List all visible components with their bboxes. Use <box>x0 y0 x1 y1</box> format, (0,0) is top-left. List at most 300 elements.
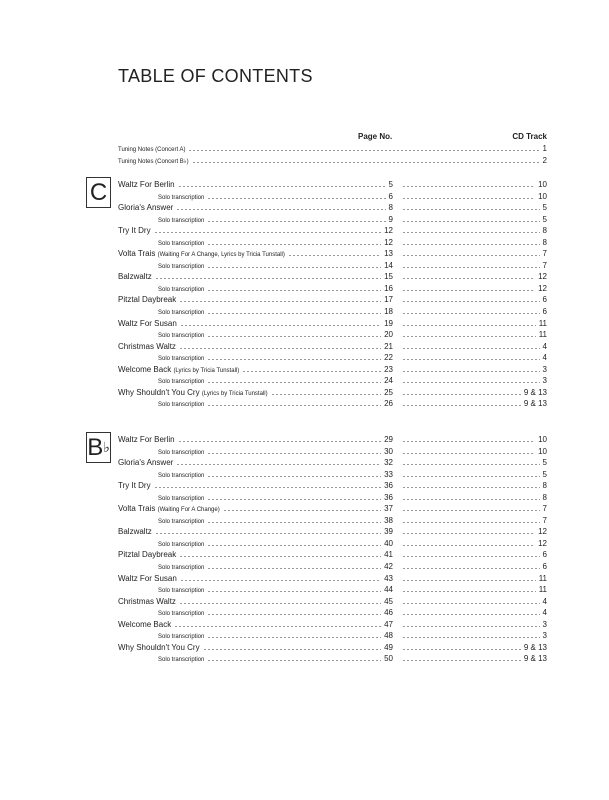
dot-leader <box>207 214 385 222</box>
page-number: 12 <box>384 237 393 247</box>
dot-leader <box>402 191 535 199</box>
entry-name: Solo transcription <box>158 356 205 363</box>
dot-leader <box>402 480 540 488</box>
entry-title <box>118 549 176 561</box>
dot-leader <box>179 549 381 557</box>
toc-entry <box>118 225 547 237</box>
cd-track: 4 <box>542 608 547 618</box>
cd-track: 11 <box>538 585 547 595</box>
track-column <box>393 306 547 318</box>
track-column <box>393 364 547 376</box>
page-number: 39 <box>384 527 393 537</box>
page-no-header: Page No. <box>358 132 393 141</box>
track-column <box>393 446 547 458</box>
entry-title <box>118 225 151 237</box>
dot-leader <box>402 329 536 337</box>
entry-name: Welcome Back <box>118 619 172 629</box>
entry-title <box>118 457 173 469</box>
page-column <box>118 596 393 608</box>
section-c-list <box>118 179 547 410</box>
dot-leader <box>402 398 521 406</box>
cd-track: 4 <box>542 353 547 363</box>
page-column <box>118 549 393 561</box>
page-number: 20 <box>384 330 393 340</box>
track-column <box>393 271 547 283</box>
dot-leader <box>402 538 535 546</box>
page-number: 41 <box>384 550 393 560</box>
dot-leader <box>402 318 536 326</box>
dot-leader <box>203 642 382 650</box>
track-column <box>393 480 547 492</box>
page-number: 8 <box>388 203 393 213</box>
entry-title <box>118 179 175 191</box>
page-column <box>118 526 393 538</box>
cd-track: 7 <box>542 515 547 525</box>
page-number: 6 <box>388 191 393 201</box>
track-column <box>393 260 547 272</box>
dot-leader <box>207 283 381 291</box>
page-number: 50 <box>384 654 393 664</box>
toc-subentry <box>118 214 547 226</box>
page-number: 5 <box>388 180 393 189</box>
cd-track: 8 <box>542 226 547 236</box>
page-column <box>118 573 393 585</box>
track-column <box>393 630 547 642</box>
cd-track: 4 <box>542 596 547 606</box>
tuning-notes-list <box>118 143 547 166</box>
dot-leader <box>402 446 535 454</box>
dot-leader <box>207 607 381 615</box>
entry-subtitle: (Lyrics by Tricia Tunstall) <box>173 367 240 374</box>
entry-name: Volta Trais <box>118 504 156 514</box>
page-number: 9 <box>388 214 393 224</box>
cd-track: 3 <box>542 619 547 629</box>
cd-track: 3 <box>542 631 547 641</box>
entry-title: Tuning Notes (Concert B♭) <box>118 158 189 165</box>
dot-leader <box>207 584 381 592</box>
dot-leader <box>402 630 540 638</box>
entry-name: Solo transcription <box>158 565 205 572</box>
cd-track: 10 <box>538 191 547 201</box>
dot-leader <box>207 375 381 383</box>
dot-leader <box>271 387 381 395</box>
toc-entry <box>118 619 547 631</box>
cd-track: 9 & 13 <box>523 642 547 652</box>
toc-subentry <box>118 352 547 364</box>
page-number: 19 <box>384 318 393 328</box>
track-column <box>393 283 547 295</box>
dot-leader <box>178 179 386 187</box>
cd-track: 6 <box>542 562 547 572</box>
entry-name: Christmas Waltz <box>118 341 176 351</box>
entry-name: Balzwaltz <box>118 527 152 537</box>
page-number: 37 <box>384 504 393 514</box>
entry-name: Solo transcription <box>158 310 205 317</box>
track-column <box>393 526 547 538</box>
track-column <box>393 573 547 585</box>
dot-leader <box>402 561 540 569</box>
track-column <box>393 202 547 214</box>
entry-name: Solo transcription <box>158 472 205 479</box>
page-number: 18 <box>384 307 393 317</box>
toc-entry <box>118 457 547 469</box>
dot-leader <box>179 294 381 302</box>
toc-entry <box>118 503 547 515</box>
entry-subtitle: (Lyrics by Tricia Tunstall) <box>201 390 268 397</box>
track-column <box>393 387 547 399</box>
track-column <box>393 341 547 353</box>
toc-subentry <box>118 398 547 410</box>
cd-track: 12 <box>538 538 547 548</box>
toc-subentry <box>118 469 547 481</box>
flat-symbol: ♭ <box>103 439 110 455</box>
dot-leader <box>188 143 539 151</box>
toc-entry <box>118 271 547 283</box>
cd-track: 7 <box>542 504 547 514</box>
page-number: 46 <box>384 608 393 618</box>
cd-track: 5 <box>542 469 547 479</box>
toc-entry <box>118 642 547 654</box>
entry-title <box>118 294 176 306</box>
page-number: 24 <box>384 376 393 386</box>
dot-leader <box>179 596 381 604</box>
dot-leader <box>207 306 381 314</box>
cd-track: 5 <box>542 458 547 468</box>
dot-leader <box>207 446 381 454</box>
page-number: 33 <box>384 469 393 479</box>
dot-leader <box>178 434 381 442</box>
dot-leader <box>207 398 381 406</box>
toc-subentry <box>118 584 547 596</box>
dot-leader <box>180 318 381 326</box>
page-column <box>118 225 393 237</box>
dot-leader <box>402 375 540 383</box>
entry-name: Pitztal Daybreak <box>118 295 177 305</box>
page-number: 44 <box>384 585 393 595</box>
page-title: TABLE OF CONTENTS <box>118 66 313 86</box>
dot-leader <box>154 480 382 488</box>
page-column <box>118 398 393 412</box>
entry-title: Tuning Notes (Concert A) <box>118 147 186 153</box>
entry-title <box>118 318 177 330</box>
toc-entry <box>118 155 547 167</box>
track-column <box>393 561 547 573</box>
page-number: 30 <box>384 446 393 456</box>
dot-leader <box>402 306 540 314</box>
dot-leader <box>402 469 540 477</box>
dot-leader <box>155 271 381 279</box>
cd-track: 6 <box>542 550 547 560</box>
track-column <box>393 179 547 191</box>
track-column <box>393 584 547 596</box>
track-column <box>393 248 547 260</box>
cd-track: 11 <box>538 573 547 583</box>
dot-leader <box>207 630 381 638</box>
cd-track: 6 <box>542 307 547 317</box>
dot-leader <box>207 352 381 360</box>
page-number: 42 <box>384 562 393 572</box>
page-column <box>118 642 393 654</box>
page-number: 49 <box>384 642 393 652</box>
page-number: 40 <box>384 538 393 548</box>
dot-leader <box>402 492 540 500</box>
entry-name: Solo transcription <box>158 402 205 409</box>
dot-leader <box>402 503 540 511</box>
entry-title <box>118 400 204 412</box>
dot-leader <box>402 515 540 523</box>
entry-name: Solo transcription <box>158 217 205 224</box>
track-column <box>393 619 547 631</box>
cd-track: 12 <box>538 527 547 537</box>
page-number: 12 <box>384 226 393 236</box>
page-column <box>118 619 393 631</box>
dot-leader <box>207 653 381 661</box>
entry-name: Solo transcription <box>158 240 205 247</box>
entry-name: Solo transcription <box>158 518 205 525</box>
dot-leader <box>402 214 540 222</box>
page-column <box>118 653 393 667</box>
entry-name: Solo transcription <box>158 588 205 595</box>
key-label: C <box>89 179 108 206</box>
entry-title <box>118 655 204 667</box>
toc-subentry <box>118 607 547 619</box>
dot-leader <box>242 364 381 372</box>
page-number: 21 <box>384 341 393 351</box>
dot-leader <box>402 434 535 442</box>
cd-track: 10 <box>538 180 547 189</box>
entry-name: Pitztal Daybreak <box>118 550 177 560</box>
dot-leader <box>402 271 535 279</box>
page-number: 23 <box>384 364 393 374</box>
cd-track: 12 <box>538 283 547 293</box>
entry-title <box>118 341 176 353</box>
page-column <box>118 179 393 191</box>
page-number: 29 <box>384 435 393 444</box>
entry-title <box>118 573 177 585</box>
cd-track: 11 <box>538 318 547 328</box>
page-number: 14 <box>384 260 393 270</box>
track-column <box>393 434 547 446</box>
entry-name: Solo transcription <box>158 379 205 386</box>
entry-name: Waltz For Susan <box>118 573 177 583</box>
entry-name: Waltz For Berlin <box>118 435 175 444</box>
toc-subentry <box>118 329 547 341</box>
page-number: 32 <box>384 458 393 468</box>
cd-track: 8 <box>542 492 547 502</box>
entry-name: Solo transcription <box>158 286 205 293</box>
cd-track: 5 <box>542 214 547 224</box>
track-column <box>393 237 547 249</box>
page-number: 16 <box>384 283 393 293</box>
track-column <box>393 294 547 306</box>
page-number: 38 <box>384 515 393 525</box>
dot-leader <box>207 329 381 337</box>
track-column <box>393 318 547 330</box>
key-label: B <box>87 434 104 461</box>
page-number: 36 <box>384 481 393 491</box>
entry-subtitle: (Waiting For A Change, Lyrics by Tricia Tunstall) <box>157 252 285 259</box>
cd-track: 12 <box>538 272 547 282</box>
track-column <box>393 607 547 619</box>
cd-track: 7 <box>542 249 547 259</box>
cd-track: 9 & 13 <box>523 387 547 397</box>
toc-entry <box>118 179 547 191</box>
cd-track: 11 <box>538 330 547 340</box>
page-number: 47 <box>384 619 393 629</box>
entry-name: Try It Dry <box>118 481 151 491</box>
cd-track: 1 <box>542 144 547 153</box>
page-number: 13 <box>384 249 393 259</box>
entry-name: Balzwaltz <box>118 272 152 282</box>
page-number: 26 <box>384 399 393 409</box>
cd-track: 5 <box>542 203 547 213</box>
track-column <box>393 642 547 654</box>
dot-leader <box>402 584 536 592</box>
entry-name: Why Shouldn't You Cry <box>118 642 200 652</box>
cd-track: 6 <box>542 295 547 305</box>
page-number: 48 <box>384 631 393 641</box>
dot-leader <box>176 202 385 210</box>
toc-entry <box>118 294 547 306</box>
section-bflat-list <box>118 434 547 665</box>
entry-name: Gloria's Answer <box>118 203 174 213</box>
dot-leader <box>155 526 381 534</box>
toc-subentry <box>118 561 547 573</box>
cd-track-header: CD Track <box>512 132 547 141</box>
entry-name: Christmas Waltz <box>118 596 176 606</box>
page-number: 43 <box>384 573 393 583</box>
entry-name: Why Shouldn't You Cry <box>118 387 200 397</box>
page-number: 17 <box>384 295 393 305</box>
track-column <box>393 549 547 561</box>
page-number: 36 <box>384 492 393 502</box>
track-column <box>393 457 547 469</box>
dot-leader <box>154 225 382 233</box>
toc-entry <box>118 143 547 155</box>
dot-leader <box>179 341 381 349</box>
toc-entry <box>118 549 547 561</box>
entry-name: Solo transcription <box>158 657 205 664</box>
dot-leader <box>402 202 540 210</box>
dot-leader <box>402 225 540 233</box>
dot-leader <box>402 364 540 372</box>
entry-name: Solo transcription <box>158 495 205 502</box>
cd-track: 8 <box>542 237 547 247</box>
track-column <box>393 329 547 341</box>
track-column <box>393 515 547 527</box>
entry-name: Solo transcription <box>158 449 205 456</box>
toc-subentry <box>118 375 547 387</box>
entry-name: Solo transcription <box>158 611 205 618</box>
dot-leader <box>223 503 381 511</box>
entry-name: Solo transcription <box>158 333 205 340</box>
toc-subentry <box>118 492 547 504</box>
entry-name: Solo transcription <box>158 263 205 270</box>
dot-leader <box>207 260 381 268</box>
entry-name: Waltz For Berlin <box>118 180 175 189</box>
toc-entry <box>118 387 547 399</box>
toc-entry <box>118 248 547 260</box>
toc-entry <box>118 526 547 538</box>
dot-leader <box>402 294 540 302</box>
toc-entry <box>118 434 547 446</box>
dot-leader <box>180 573 381 581</box>
track-column <box>393 596 547 608</box>
dot-leader <box>176 457 381 465</box>
dot-leader <box>192 155 540 163</box>
cd-track: 2 <box>542 155 547 165</box>
dot-leader <box>402 526 535 534</box>
page-column <box>118 434 393 446</box>
toc-subentry <box>118 237 547 249</box>
cd-track: 7 <box>542 260 547 270</box>
dot-leader <box>402 653 521 661</box>
cd-track: 4 <box>542 341 547 351</box>
toc-subentry <box>118 260 547 272</box>
dot-leader <box>402 596 540 604</box>
cd-track: 8 <box>542 481 547 491</box>
entry-name: Volta Trais <box>118 249 156 259</box>
page-column <box>118 271 393 283</box>
dot-leader <box>402 352 540 360</box>
toc-subentry <box>118 515 547 527</box>
cd-track: 9 & 13 <box>523 399 547 409</box>
dot-leader <box>402 549 540 557</box>
track-column <box>393 653 547 665</box>
track-column <box>393 538 547 550</box>
toc-subentry <box>118 630 547 642</box>
page-column <box>118 341 393 353</box>
track-column <box>393 469 547 481</box>
page-column <box>118 457 393 469</box>
toc-entry <box>118 364 547 376</box>
dot-leader <box>402 237 540 245</box>
page-column <box>118 480 393 492</box>
dot-leader <box>402 387 521 395</box>
track-column <box>393 214 547 226</box>
dot-leader <box>402 260 540 268</box>
track-column <box>393 352 547 364</box>
key-box-bflat <box>86 432 111 463</box>
dot-leader <box>207 515 381 523</box>
entry-name: Welcome Back <box>118 364 172 374</box>
toc-entry <box>118 596 547 608</box>
cd-track: 3 <box>542 364 547 374</box>
toc-subentry <box>118 446 547 458</box>
dot-leader <box>207 538 381 546</box>
page-number: 25 <box>384 387 393 397</box>
entry-name: Gloria's Answer <box>118 458 174 468</box>
track-column <box>393 398 547 410</box>
toc-entry <box>118 480 547 492</box>
track-column <box>393 225 547 237</box>
dot-leader <box>402 341 540 349</box>
dot-leader <box>207 492 381 500</box>
entry-title <box>118 642 200 654</box>
page-column <box>118 202 393 214</box>
dot-leader <box>402 573 536 581</box>
entry-title <box>118 619 171 631</box>
dot-leader <box>402 283 535 291</box>
entry-name: Solo transcription <box>158 634 205 641</box>
entry-subtitle: (Waiting For A Change) <box>157 507 220 514</box>
toc-entry <box>118 573 547 585</box>
page-number: 22 <box>384 353 393 363</box>
page-number: 45 <box>384 596 393 606</box>
key-box-c <box>86 177 111 208</box>
entry-title <box>118 526 152 538</box>
dot-leader <box>402 619 540 627</box>
